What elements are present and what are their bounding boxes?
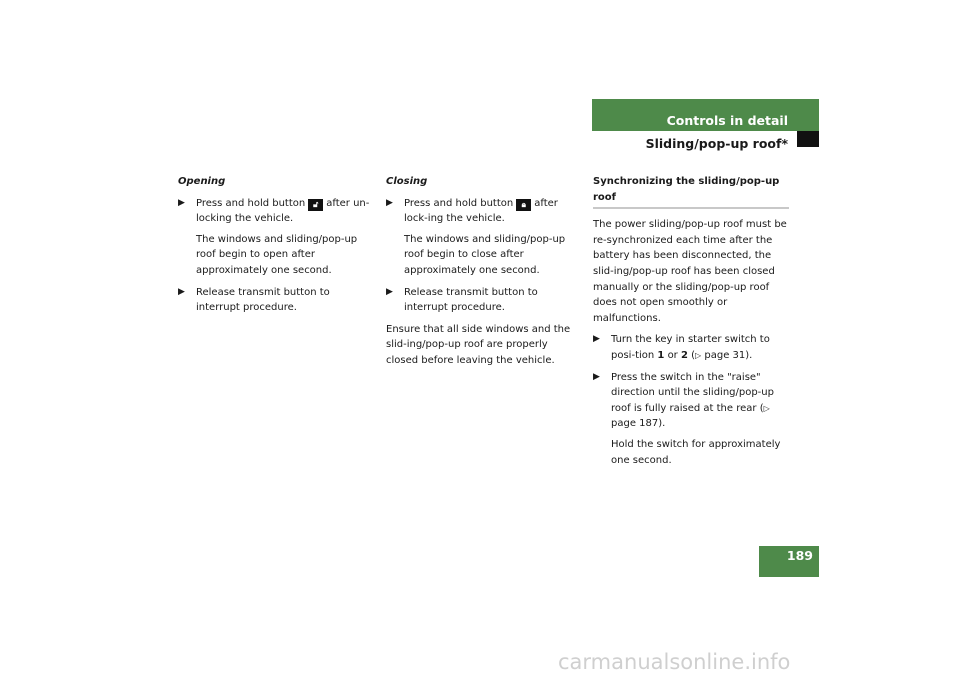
bullet-icon: ▶ — [593, 334, 600, 345]
position-2: 2 — [680, 349, 688, 361]
opening-step-1 — [178, 196, 374, 227]
opening-step-1-text-end: after un-locking the vehicle. — [196, 197, 370, 225]
bullet-icon: ▶ — [178, 286, 185, 297]
opening-heading: Opening — [178, 176, 226, 187]
closing-step-1-note: The windows and sliding/pop-up roof begin to close after approximately one second. — [404, 233, 566, 276]
closing-note: Ensure that all side windows and the slid-ing/pop-up roof are properly closed before leaving the vehicle. — [386, 323, 571, 366]
sync-column — [593, 174, 789, 468]
sync-step-2-note: Hold the switch for approximately one second. — [611, 438, 781, 466]
sync-step-1-text: Turn the key in starter switch to posi-tion — [611, 334, 770, 361]
closing-column — [386, 174, 582, 369]
unlock-key-icon: 🔓︎ — [308, 199, 323, 211]
closing-heading: Closing — [386, 176, 428, 187]
closing-step-1-text-end: after lock-ing the vehicle. — [404, 197, 558, 225]
page-ref-icon: ▷ — [695, 350, 702, 360]
sync-step-1: ▶ Turn the key in starter switch to posi-tion 1 or 2 (▷ page 31). — [593, 334, 770, 361]
page-number: 189 — [786, 548, 813, 563]
watermark: carmanualsonline.info — [558, 650, 791, 674]
sync-step-2 — [593, 370, 789, 432]
bullet-icon: ▶ — [386, 286, 393, 297]
page-title: Sliding/pop-up roof* — [645, 136, 788, 151]
bullet-icon: ▶ — [593, 371, 600, 382]
or-text: or — [667, 349, 678, 361]
opening-step-2-text: Release transmit button to interrupt procedure. — [196, 286, 330, 314]
sync-intro: The power sliding/pop-up roof must be re-synchronized each time after the battery has been disconnected, the slid-ing/pop-up roof has been closed manually or the sliding/pop-up roof does not open smoothly or malfunctions. — [593, 219, 787, 324]
section-tab — [797, 131, 819, 147]
page-ref-2[interactable]: page 187 — [611, 418, 659, 430]
sync-step-2-text: Press the switch in the "raise" direction until the sliding/pop-up roof is fully raised at the rear ( — [611, 371, 774, 414]
sync-step-2-end: ). — [658, 418, 666, 430]
section-title: Controls in detail — [666, 113, 788, 128]
bullet-icon: ▶ — [178, 197, 185, 208]
closing-step-2-text: Release transmit button to interrupt procedure. — [404, 286, 538, 314]
opening-step-2 — [178, 285, 374, 316]
closing-step-1-text: Press and hold button — [404, 197, 514, 209]
lock-key-icon: 🔒︎ — [516, 199, 531, 211]
opening-step-1-text: Press and hold button — [196, 197, 306, 209]
position-1: 1 — [657, 349, 665, 361]
page-ref-icon: ▷ — [763, 403, 770, 413]
bullet-icon: ▶ — [386, 197, 393, 208]
page-ref-1[interactable]: page 31 — [704, 349, 746, 361]
sync-heading: Synchronizing the sliding/pop-up roof — [593, 174, 789, 209]
sync-step-1-end: ). — [745, 349, 753, 361]
closing-step-1 — [386, 196, 582, 227]
closing-step-2 — [386, 285, 582, 316]
opening-step-1-note: The windows and sliding/pop-up roof begin to open after approximately one second. — [196, 233, 358, 276]
opening-column — [178, 174, 374, 316]
page-number-box — [759, 546, 819, 577]
